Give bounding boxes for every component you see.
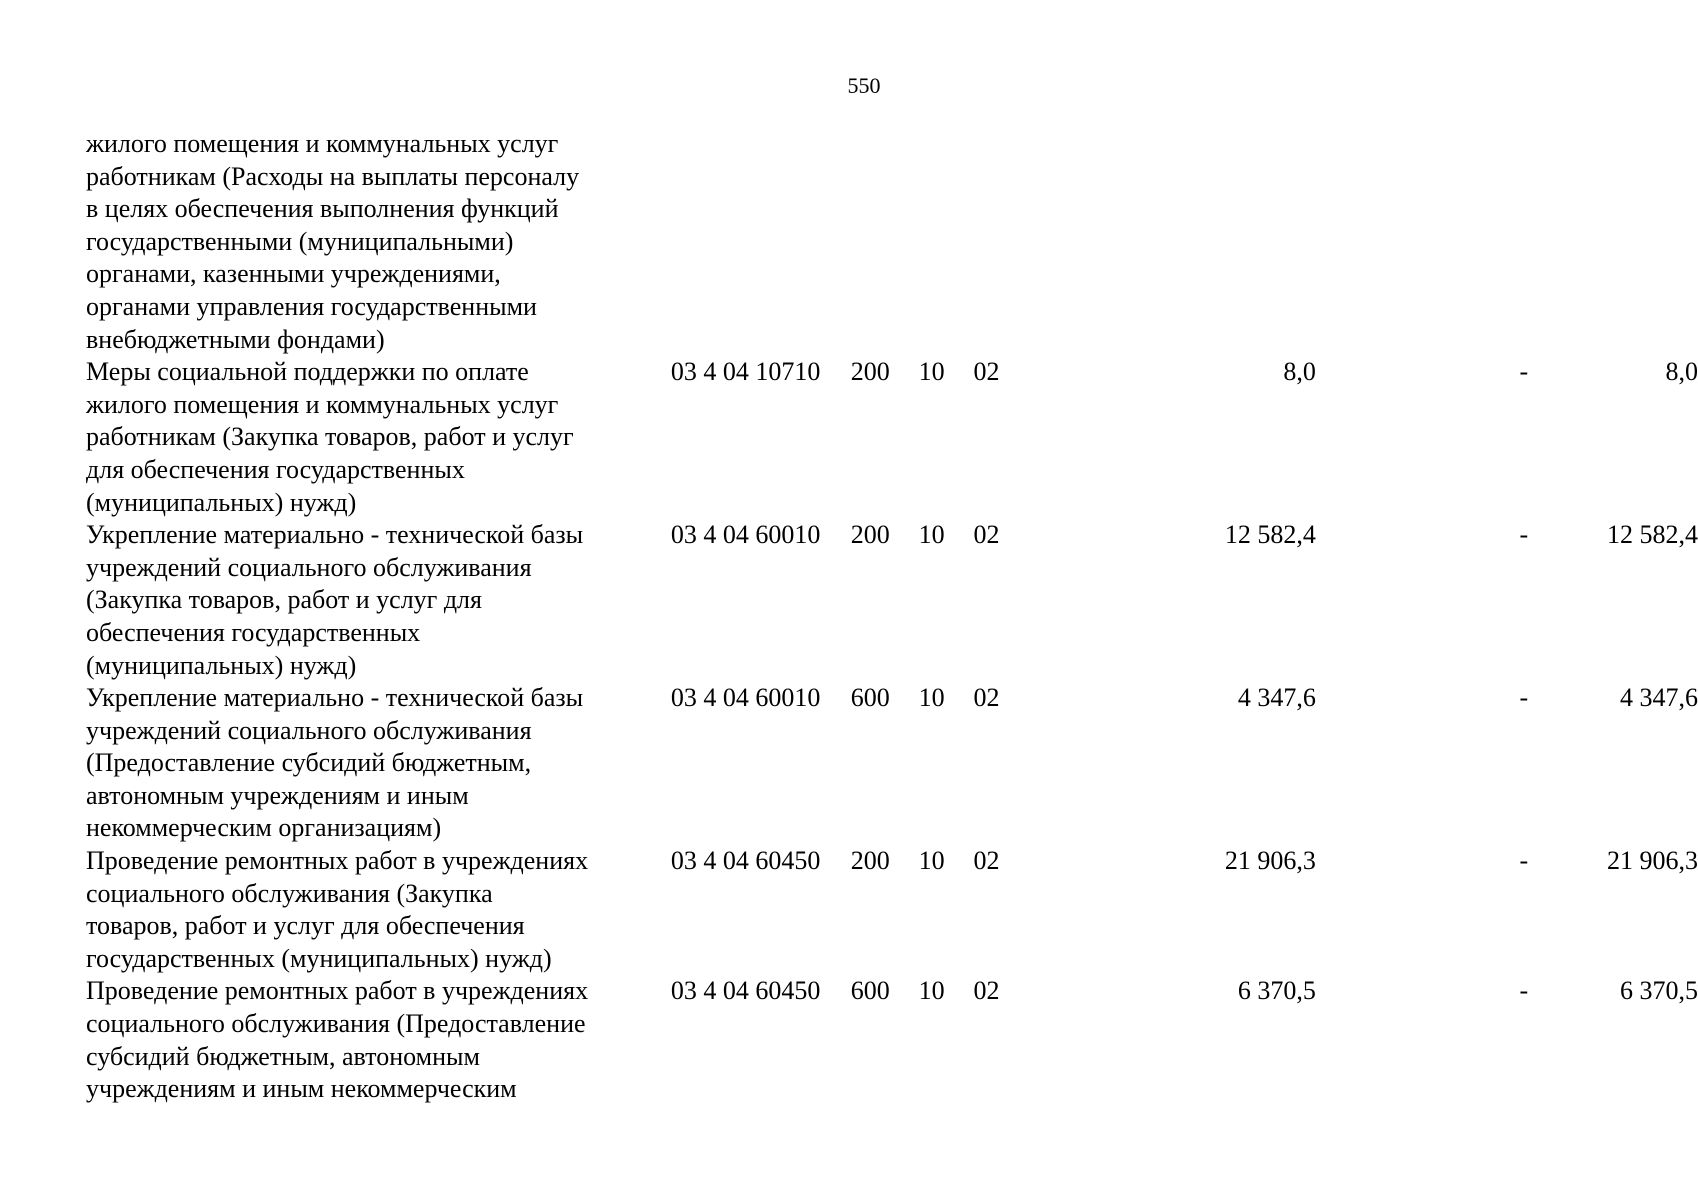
row-subsection-code: 02	[973, 683, 1000, 713]
row-subsection-code	[974, 128, 1034, 356]
row-description-line: жилого помещения и коммунальных услуг	[86, 129, 559, 158]
row-description-line: субсидий бюджетным, автономным	[86, 1041, 480, 1071]
column-gap	[659, 519, 671, 682]
table-row	[86, 519, 1698, 682]
row-change	[1316, 128, 1528, 356]
row-description-line: социального обслуживания (Предоставление	[86, 1009, 586, 1039]
row-subsection-code: 02	[973, 976, 1000, 1006]
row-description	[86, 356, 659, 519]
row-expense-type-code: 200	[850, 520, 890, 550]
row-subsection-code: 02	[973, 846, 1000, 876]
column-gap	[659, 682, 671, 845]
row-description	[86, 519, 659, 682]
row-description-line: (Закупка товаров, работ и услуг для	[86, 585, 482, 615]
row-sum-after: 6 370,5	[1620, 976, 1698, 1006]
row-target-article-code: 03 4 04 60010	[670, 520, 821, 550]
row-description-line: органами управления государственными	[86, 291, 537, 321]
page-number: 550	[847, 73, 881, 98]
row-description-line: (муниципальных) нужд)	[86, 650, 357, 680]
row-expense-type-code: 200	[850, 357, 890, 387]
row-description-line: внебюджетными фондами)	[86, 324, 385, 354]
row-description	[86, 975, 659, 1105]
row-sum-after	[1528, 128, 1698, 356]
column-gap	[659, 128, 671, 356]
row-sum-after: 8,0	[1665, 357, 1698, 387]
row-expense-type-code: 600	[850, 683, 890, 713]
row-description-line: Проведение ремонтных работ в учреждениях	[86, 846, 589, 876]
table-row	[86, 356, 1698, 519]
row-expense-type-code: 200	[850, 846, 890, 876]
row-description-line: работникам (Расходы на выплаты персоналу	[86, 161, 580, 191]
row-target-article-code: 03 4 04 60450	[670, 976, 821, 1006]
row-section-code: 10	[918, 976, 945, 1006]
row-description-line: работникам (Закупка товаров, работ и услуг	[86, 422, 574, 452]
row-description-line: учреждений социального обслуживания	[86, 552, 532, 582]
row-target-article-code	[671, 128, 851, 356]
row-description-line: Меры социальной поддержки по оплате	[86, 357, 529, 387]
table-row	[86, 845, 1698, 975]
row-description-line: в целях обеспечения выполнения функций	[86, 194, 559, 224]
row-description-line: государственных (муниципальных) нужд)	[86, 943, 552, 973]
row-sum-before	[1033, 128, 1315, 356]
row-description-line: Укрепление материально - технической базы	[86, 683, 584, 713]
row-subsection-code: 02	[973, 520, 1000, 550]
row-description-line: Укрепление материально - технической базы	[86, 520, 584, 550]
row-description	[86, 682, 659, 845]
row-section-code: 10	[918, 520, 945, 550]
row-target-article-code: 03 4 04 60010	[670, 683, 821, 713]
row-description-line: (Предоставление субсидий бюджетным,	[86, 748, 532, 778]
row-description-line: товаров, работ и услуг для обеспечения	[86, 911, 525, 941]
table-row	[86, 682, 1698, 845]
row-description-line: учреждений социального обслуживания	[86, 715, 532, 745]
row-sum-before: 21 906,3	[1224, 846, 1316, 876]
row-description-line: для обеспечения государственных	[86, 454, 465, 484]
row-change: -	[1519, 976, 1529, 1006]
row-expense-type-code	[851, 128, 919, 356]
row-description-line: некоммерческим организациям)	[86, 813, 442, 843]
row-description-line: жилого помещения и коммунальных услуг	[86, 389, 559, 419]
row-subsection-code: 02	[973, 357, 1000, 387]
table-row	[86, 128, 1698, 356]
row-sum-before: 8,0	[1283, 357, 1316, 387]
row-expense-type-code: 600	[850, 976, 890, 1006]
row-sum-before: 12 582,4	[1224, 520, 1316, 550]
row-description	[86, 128, 659, 356]
row-section-code: 10	[918, 846, 945, 876]
row-description-line: Проведение ремонтных работ в учреждениях	[86, 976, 589, 1006]
column-gap	[659, 845, 671, 975]
row-target-article-code: 03 4 04 60450	[670, 846, 821, 876]
row-description-line: государственными (муниципальными)	[86, 226, 514, 256]
table-body	[86, 128, 1698, 1106]
budget-table	[86, 128, 1698, 1106]
row-sum-before: 6 370,5	[1237, 976, 1316, 1006]
row-change: -	[1519, 520, 1529, 550]
row-description-line: социального обслуживания (Закупка	[86, 878, 493, 908]
row-change: -	[1519, 846, 1529, 876]
row-sum-before: 4 347,6	[1237, 683, 1316, 713]
row-change: -	[1519, 357, 1529, 387]
row-description-line: обеспечения государственных	[86, 617, 421, 647]
row-section-code	[919, 128, 974, 356]
row-sum-after: 4 347,6	[1620, 683, 1698, 713]
row-description-line: автономным учреждениям и иным	[86, 780, 469, 810]
row-change: -	[1519, 683, 1529, 713]
row-description	[86, 845, 659, 975]
row-section-code: 10	[918, 357, 945, 387]
row-sum-after: 12 582,4	[1607, 520, 1698, 550]
column-gap	[659, 356, 671, 519]
column-gap	[659, 975, 671, 1105]
row-description-line: органами, казенными учреждениями,	[86, 259, 501, 289]
row-description-line: учреждениям и иным некоммерческим	[86, 1074, 517, 1104]
row-sum-after: 21 906,3	[1607, 846, 1698, 876]
row-section-code: 10	[918, 683, 945, 713]
table-row	[86, 975, 1698, 1105]
row-target-article-code: 03 4 04 10710	[670, 357, 821, 387]
row-description-line: (муниципальных) нужд)	[86, 487, 357, 517]
